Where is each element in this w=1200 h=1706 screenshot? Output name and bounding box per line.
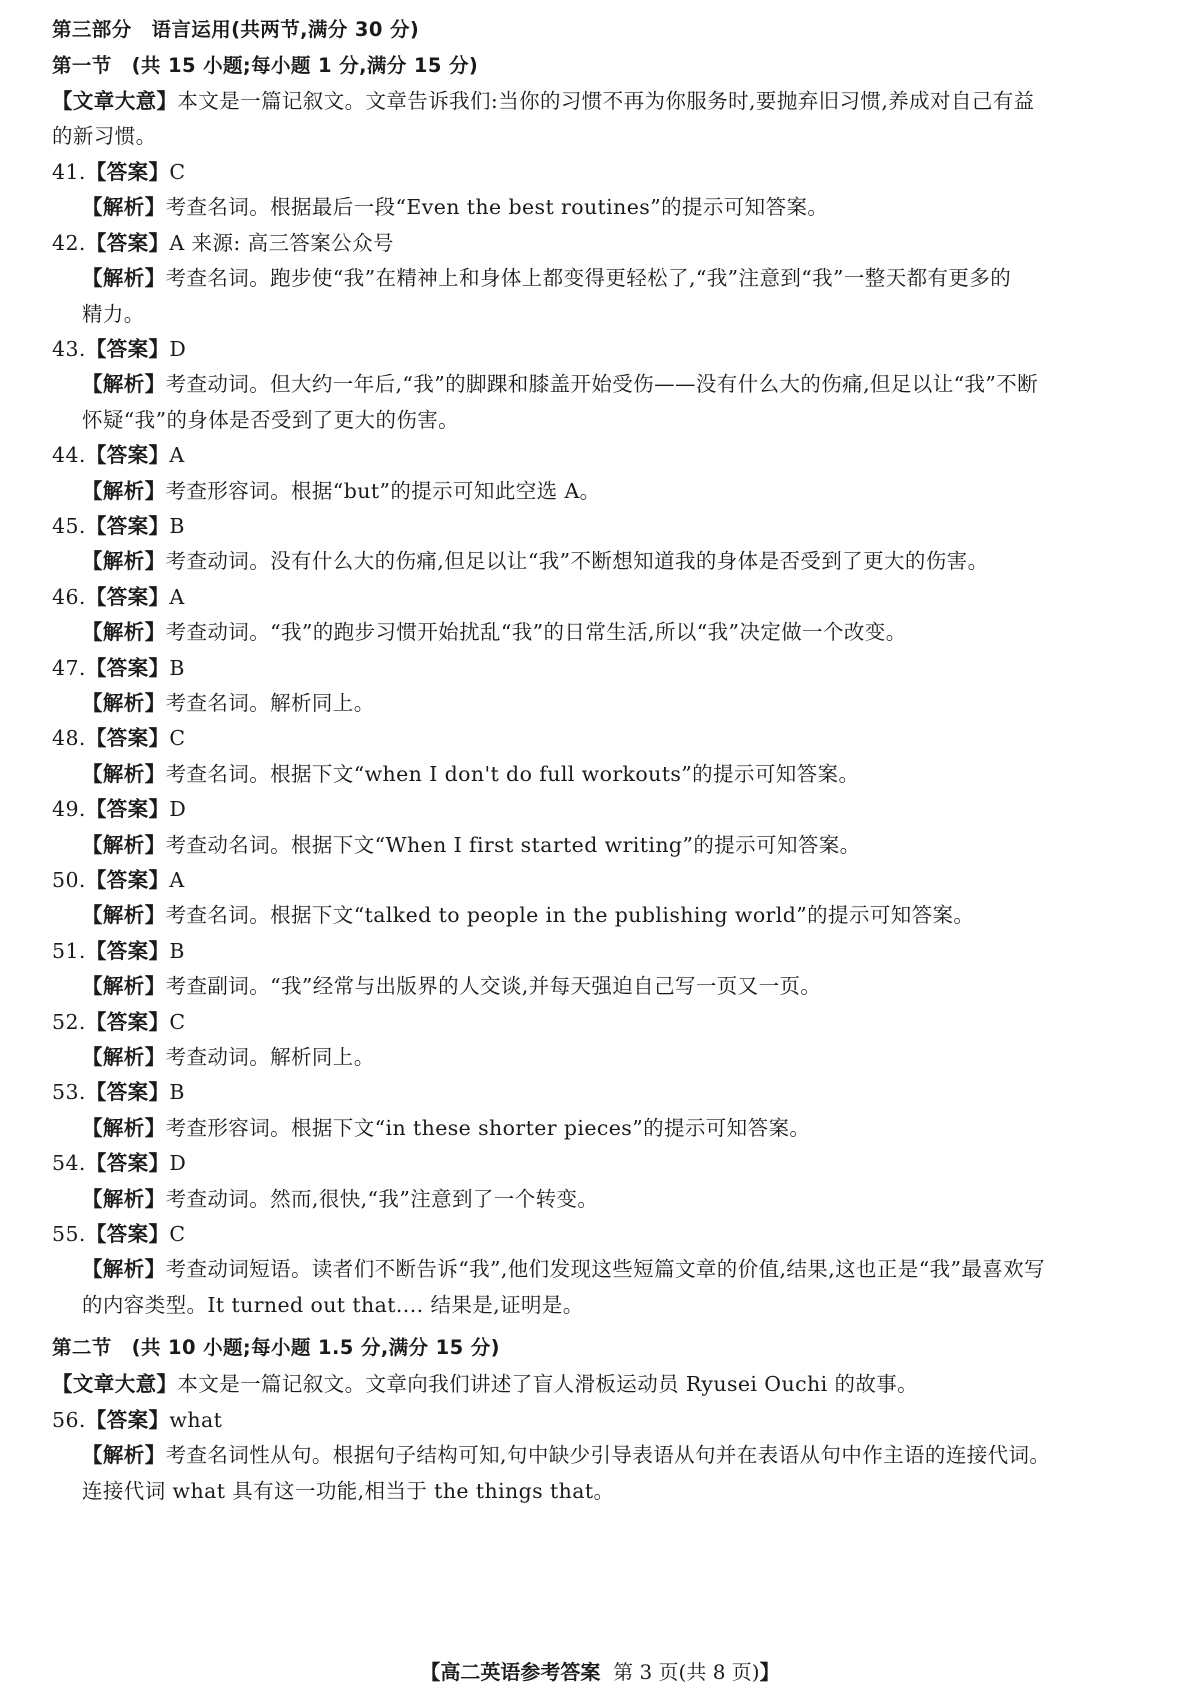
answer-label: 【答案】 — [85, 938, 170, 963]
analysis-text: 连接代词 what 具有这一功能,相当于 the things that。 — [82, 1478, 615, 1503]
analysis-text: 考查名词性从句。根据句子结构可知,句中缺少引导表语从句并在表语从句中作主语的连接代词。 — [165, 1443, 1051, 1468]
answer-label: 【答案】 — [85, 160, 170, 184]
question-number: 42. — [52, 230, 86, 255]
analysis-label: 【解析】 — [82, 266, 166, 291]
answer-line — [52, 581, 185, 613]
footer-close: 】 — [759, 1660, 780, 1684]
question-number: 41. — [52, 160, 86, 184]
question-number: 51. — [52, 938, 86, 963]
analysis-text: 考查形容词。根据“but”的提示可知此空选 A。 — [165, 478, 601, 503]
answer-value: C — [169, 726, 186, 751]
analysis-continuation — [82, 404, 459, 436]
question-number: 54. — [52, 1151, 86, 1176]
analysis-text: 考查名词。跑步使“我”在精神上和身体上都变得更轻松了,“我”注意到“我”一整天都有更多的 — [165, 266, 1012, 291]
answer-line — [52, 1147, 186, 1179]
analysis-text: 考查名词。根据下文“when I don't do full workouts”的提示可知答案。 — [165, 761, 860, 786]
analysis-line — [82, 758, 859, 790]
analysis-text: 考查形容词。根据下文“in these shorter pieces”的提示可知答案。 — [165, 1115, 811, 1140]
answer-value: A — [169, 584, 185, 609]
analysis-line — [82, 262, 1011, 294]
analysis-text: 考查动词。解析同上。 — [165, 1045, 375, 1069]
question-number: 52. — [52, 1009, 86, 1034]
answer-line — [52, 722, 186, 754]
answer-value: D — [169, 797, 187, 822]
part2-summary — [52, 1368, 918, 1400]
summary-text: 本文是一篇记叙文。文章向我们讲述了盲人滑板运动员 Ryusei Ouchi 的故事。 — [177, 1372, 919, 1396]
analysis-line — [82, 899, 974, 931]
question-number: 49. — [52, 797, 86, 822]
answer-label: 【答案】 — [85, 1151, 170, 1176]
analysis-text: 考查动词短语。读者们不断告诉“我”,他们发现这些短篇文章的价值,结果,这也正是“我”最喜欢写 — [165, 1257, 1045, 1282]
summary-label: 【文章大意】 — [52, 1372, 178, 1396]
answer-line — [52, 510, 185, 542]
part1-summary-cont: 的新习惯。 — [52, 124, 157, 148]
answer-label: 【答案】 — [85, 797, 170, 822]
analysis-label: 【解析】 — [82, 974, 166, 999]
analysis-line — [82, 475, 601, 507]
answer-line — [52, 439, 185, 471]
analysis-continuation — [82, 298, 145, 330]
answer-label: 【答案】 — [85, 1222, 170, 1246]
analysis-label: 【解析】 — [82, 195, 166, 220]
question-number: 53. — [52, 1080, 86, 1105]
question-number: 44. — [52, 443, 86, 468]
answer-label: 【答案】 — [85, 514, 170, 538]
analysis-line — [82, 970, 821, 1002]
question-number: 47. — [52, 655, 86, 680]
analysis-text: 精力。 — [82, 301, 145, 326]
analysis-line — [82, 1253, 1045, 1285]
answer-line — [52, 864, 185, 896]
analysis-text: 考查副词。“我”经常与出版界的人交谈,并每天强迫自己写一页又一页。 — [165, 974, 822, 999]
answer-line — [52, 935, 185, 967]
analysis-label: 【解析】 — [82, 761, 166, 786]
question-number: 55. — [52, 1222, 86, 1246]
answer-line — [52, 227, 394, 259]
answer-label: 【答案】 — [85, 443, 170, 468]
answer-value: A — [169, 443, 185, 468]
answer-line — [52, 1006, 186, 1038]
answer-line — [52, 793, 186, 825]
analysis-text: 考查动词。没有什么大的伤痛,但足以让“我”不断想知道我的身体是否受到了更大的伤害。 — [165, 549, 989, 574]
analysis-label: 【解析】 — [82, 1257, 166, 1282]
question-number: 46. — [52, 584, 86, 609]
answer-label: 【答案】 — [85, 1080, 170, 1105]
summary-label: 【文章大意】 — [52, 89, 178, 113]
answer-label: 【答案】 — [85, 868, 170, 892]
answer-label: 【答案】 — [85, 230, 170, 255]
answer-value: A 来源: 高三答案公众号 — [169, 230, 394, 255]
answer-value: D — [169, 337, 187, 361]
answer-label: 【答案】 — [85, 1408, 170, 1432]
part1-summary — [52, 85, 1035, 117]
analysis-line — [82, 687, 375, 719]
answer-line — [52, 333, 186, 365]
section-title: 第三部分 语言运用(共两节,满分 30 分) — [52, 18, 420, 41]
question-number: 48. — [52, 726, 86, 751]
question-number: 45. — [52, 514, 86, 538]
answer-label: 【答案】 — [85, 655, 170, 680]
answer-label: 【答案】 — [85, 337, 170, 361]
question-number: 50. — [52, 868, 86, 892]
analysis-text: 怀疑“我”的身体是否受到了更大的伤害。 — [82, 407, 460, 432]
analysis-line — [82, 1439, 1050, 1471]
footer-label: 【高二英语参考答案 — [420, 1660, 601, 1684]
analysis-continuation — [82, 1475, 614, 1507]
analysis-line — [82, 368, 1038, 400]
answer-value: D — [169, 1151, 187, 1176]
analysis-label: 【解析】 — [82, 1443, 166, 1468]
summary-text: 本文是一篇记叙文。文章告诉我们:当你的习惯不再为你服务时,要抛弃旧习惯,养成对自己有益 — [177, 89, 1035, 113]
analysis-label: 【解析】 — [82, 620, 166, 645]
analysis-line — [82, 616, 907, 648]
answer-value: C — [169, 1009, 186, 1034]
answer-value: C — [169, 160, 186, 184]
answer-line — [52, 156, 186, 188]
analysis-text: 考查名词。根据最后一段“Even the best routines”的提示可知答案。 — [165, 195, 829, 220]
analysis-label: 【解析】 — [82, 691, 166, 715]
analysis-text: 考查动名词。根据下文“When I first started writing”的提示可知答案。 — [165, 832, 861, 857]
answer-line — [52, 652, 185, 684]
analysis-line — [82, 1183, 598, 1215]
analysis-label: 【解析】 — [82, 549, 166, 574]
answer-value: B — [169, 938, 185, 963]
answer-line — [52, 1076, 185, 1108]
answer-label: 【答案】 — [85, 1009, 170, 1034]
analysis-text: 的内容类型。It turned out that.... 结果是,证明是。 — [82, 1292, 584, 1317]
answer-value: what — [169, 1408, 223, 1432]
analysis-text: 考查动词。然而,很快,“我”注意到了一个转变。 — [165, 1186, 599, 1211]
footer-page: 第 3 页(共 8 页) — [613, 1660, 760, 1684]
part2-title: 第二节 (共 10 小题;每小题 1.5 分,满分 15 分) — [52, 1336, 500, 1359]
analysis-label: 【解析】 — [82, 903, 166, 928]
answer-label: 【答案】 — [85, 726, 170, 751]
analysis-label: 【解析】 — [82, 478, 166, 503]
analysis-text: 考查名词。根据下文“talked to people in the publishing world”的提示可知答案。 — [165, 903, 975, 928]
analysis-label: 【解析】 — [82, 1186, 166, 1211]
analysis-line — [82, 545, 988, 577]
answer-value: B — [169, 1080, 185, 1105]
analysis-text: 考查名词。解析同上。 — [165, 691, 375, 715]
answer-value: B — [169, 655, 185, 680]
analysis-text: 考查动词。但大约一年后,“我”的脚踝和膝盖开始受伤——没有什么大的伤痛,但足以让“我”不断 — [165, 372, 1039, 397]
analysis-continuation — [82, 1289, 584, 1321]
analysis-line — [82, 191, 828, 223]
analysis-line — [82, 829, 861, 861]
analysis-line — [82, 1112, 810, 1144]
question-number: 56. — [52, 1408, 86, 1432]
answer-value: A — [169, 868, 185, 892]
analysis-label: 【解析】 — [82, 1115, 166, 1140]
answer-value: B — [169, 514, 185, 538]
question-number: 43. — [52, 337, 86, 361]
answer-value: C — [169, 1222, 186, 1246]
part1-title: 第一节 (共 15 小题;每小题 1 分,满分 15 分) — [52, 54, 479, 77]
page-footer — [0, 1656, 1200, 1688]
analysis-label: 【解析】 — [82, 832, 166, 857]
answer-label: 【答案】 — [85, 584, 170, 609]
answer-line — [52, 1218, 186, 1250]
analysis-text: 考查动词。“我”的跑步习惯开始扰乱“我”的日常生活,所以“我”决定做一个改变。 — [165, 620, 907, 645]
analysis-label: 【解析】 — [82, 372, 166, 397]
answer-line — [52, 1404, 222, 1436]
analysis-line — [82, 1041, 375, 1073]
analysis-label: 【解析】 — [82, 1045, 166, 1069]
